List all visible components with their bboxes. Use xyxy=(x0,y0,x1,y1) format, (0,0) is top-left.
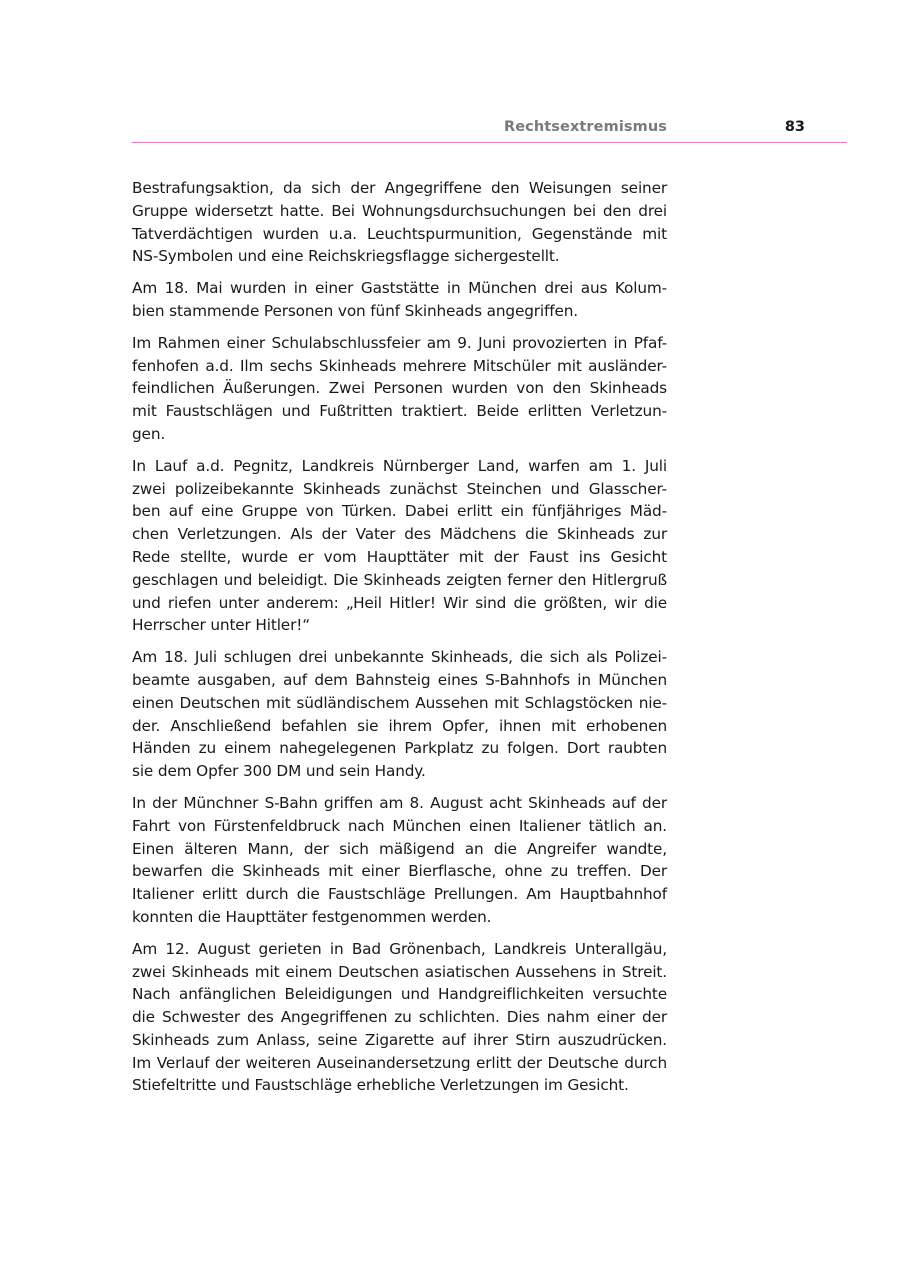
text-line: Gruppe widersetzt hatte. Bei Wohnungsdurchsuchungen bei den drei xyxy=(132,201,667,220)
text-line: fenhofen a.d. Ilm sechs Skinheads mehrere Mitschüler mit ausländer- xyxy=(132,356,667,375)
text-line: Bestrafungsaktion, da sich der Angegriffene den Weisungen seiner xyxy=(132,179,667,197)
paragraph xyxy=(132,646,667,783)
page-number: 83 xyxy=(784,119,805,135)
text-line: Im Verlauf der weiteren Auseinandersetzung erlitt der Deutsche durch xyxy=(132,1053,667,1072)
text-line: zwei Skinheads mit einem Deutschen asiatischen Aussehens in Streit. xyxy=(132,962,667,981)
text-line: der. Anschließend befahlen sie ihrem Opfer, ihnen mit erhobenen xyxy=(132,716,667,735)
text-line: gen. xyxy=(132,424,166,443)
text-line: sie dem Opfer 300 DM und sein Handy. xyxy=(132,762,426,781)
text-line: Händen zu einem nahegelegenen Parkplatz zu folgen. Dort raubten xyxy=(132,739,667,758)
text-line: und riefen unter anderem: „Heil Hitler! Wir sind die größten, wir die xyxy=(132,593,667,612)
paragraph xyxy=(132,938,667,1098)
text-line: zwei polizeibekannte Skinheads zunächst Steinchen und Glasscher- xyxy=(132,479,667,498)
text-line: geschlagen und beleidigt. Die Skinheads zeigten ferner den Hitlergruß xyxy=(132,570,667,589)
paragraph xyxy=(132,177,667,268)
text-line: chen Verletzungen. Als der Vater des Mädchens die Skinheads zur xyxy=(132,525,667,544)
text-line: Tatverdächtigen wurden u.a. Leuchtspurmunition, Gegenstände mit xyxy=(132,224,667,243)
paragraph xyxy=(132,455,667,637)
text-line: Skinheads zum Anlass, seine Zigarette auf ihrer Stirn auszudrücken. xyxy=(132,1030,667,1049)
text-line: Italiener erlitt durch die Faustschläge Prellungen. Am Hauptbahnhof xyxy=(132,885,667,904)
text-line: In der Münchner S-Bahn griffen am 8. August acht Skinheads auf der xyxy=(132,793,667,812)
body-text xyxy=(132,177,667,1106)
text-line: konnten die Haupttäter festgenommen werden. xyxy=(132,907,492,926)
text-line: bewarfen die Skinheads mit einer Bierflasche, ohne zu treffen. Der xyxy=(132,862,667,881)
text-line: Im Rahmen einer Schulabschlussfeier am 9. Juni provozierten in Pfaf- xyxy=(132,333,667,352)
text-line: mit Faustschlägen und Fußtritten traktiert. Beide erlitten Verletzun- xyxy=(132,402,667,421)
text-line: ben auf eine Gruppe von Türken. Dabei erlitt ein fünfjähriges Mäd- xyxy=(132,502,667,521)
text-line: bien stammende Personen von fünf Skinheads angegriffen. xyxy=(132,301,578,320)
running-title: Rechtsextremismus xyxy=(503,119,667,135)
text-line: einen Deutschen mit südländischem Aussehen mit Schlagstöcken nie- xyxy=(132,693,667,712)
text-line: Stiefeltritte und Faustschläge erhebliche Verletzungen im Gesicht. xyxy=(132,1076,629,1095)
text-line: NS-Symbolen und eine Reichskriegsflagge sichergestellt. xyxy=(132,247,560,266)
paragraph xyxy=(132,277,667,323)
paragraph xyxy=(132,792,667,929)
text-line: Einen älteren Mann, der sich mäßigend an die Angreifer wandte, xyxy=(132,839,667,858)
text-line: Am 18. Mai wurden in einer Gaststätte in München drei aus Kolum- xyxy=(132,279,667,298)
text-line: Fahrt von Fürstenfeldbruck nach München einen Italiener tätlich an. xyxy=(132,816,667,835)
text-line: Herrscher unter Hitler!“ xyxy=(132,616,310,635)
text-line: feindlichen Äußerungen. Zwei Personen wurden von den Skinheads xyxy=(132,379,667,398)
text-line: beamte ausgaben, auf dem Bahnsteig eines S-Bahnhofs in München xyxy=(132,670,667,689)
page-header xyxy=(132,116,847,143)
text-line: In Lauf a.d. Pegnitz, Landkreis Nürnberger Land, warfen am 1. Juli xyxy=(132,456,667,475)
text-line: Am 12. August gerieten in Bad Grönenbach, Landkreis Unterallgäu, xyxy=(132,939,667,958)
text-line: Rede stellte, wurde er vom Haupttäter mit der Faust ins Gesicht xyxy=(132,547,667,566)
text-line: Nach anfänglichen Beleidigungen und Handgreiflichkeiten versuchte xyxy=(132,985,667,1004)
text-line: Am 18. Juli schlugen drei unbekannte Skinheads, die sich als Polizei- xyxy=(132,648,667,667)
paragraph xyxy=(132,332,667,446)
text-line: die Schwester des Angegriffenen zu schlichten. Dies nahm einer der xyxy=(132,1008,667,1027)
